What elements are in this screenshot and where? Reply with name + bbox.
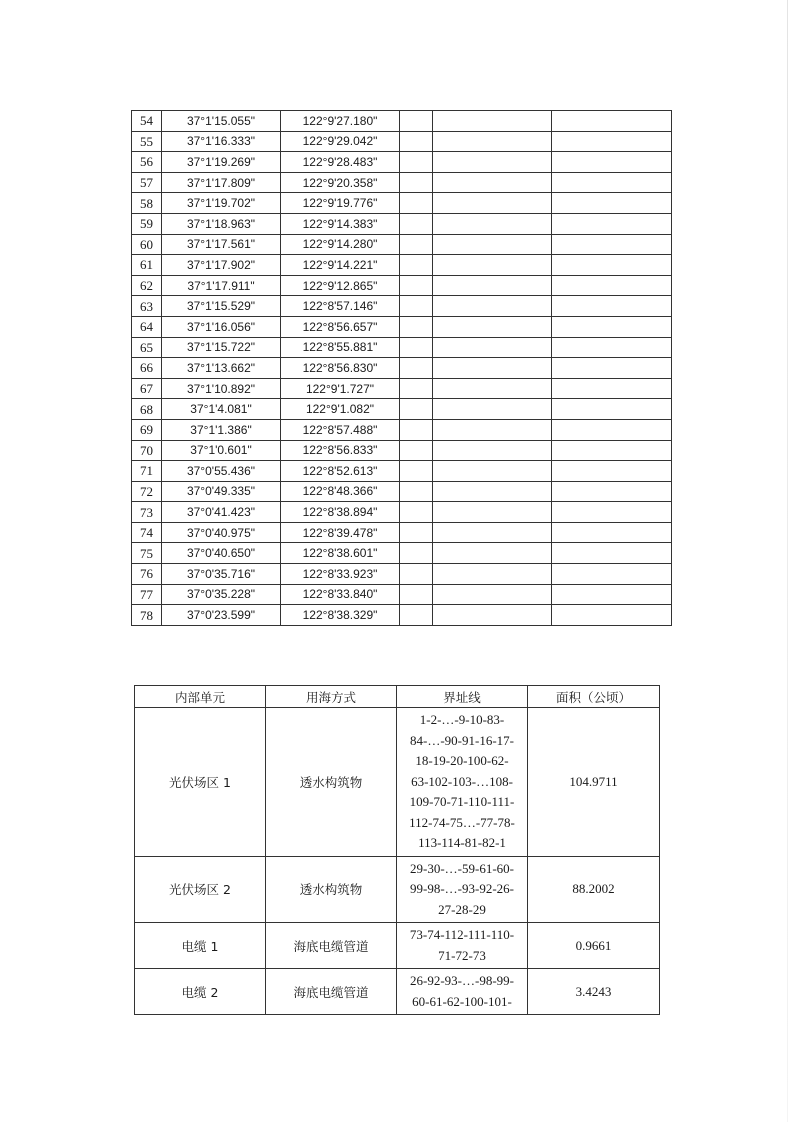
coordinate-row: [132, 605, 672, 626]
point-number: 58: [132, 193, 162, 214]
empty-cell: [552, 399, 672, 420]
boundary-line-text: 26-92-93-…-98-99-: [410, 973, 514, 988]
area-value: 104.9711: [528, 708, 660, 857]
empty-cell: [400, 234, 433, 255]
empty-cell: [433, 358, 552, 379]
empty-cell: [552, 172, 672, 193]
area-value: 88.2002: [528, 856, 660, 923]
point-number: 77: [132, 584, 162, 605]
latitude: 37°1'16.333": [162, 131, 281, 152]
boundary-line-text: 84-…-90-91-16-17-: [410, 732, 514, 748]
longitude: 122°8'33.923": [281, 564, 400, 585]
longitude: 122°9'14.280": [281, 234, 400, 255]
point-number: 56: [132, 152, 162, 173]
empty-cell: [400, 605, 433, 626]
point-number: 75: [132, 543, 162, 564]
empty-cell: [433, 378, 552, 399]
empty-cell: [433, 234, 552, 255]
empty-cell: [433, 522, 552, 543]
point-number: 63: [132, 296, 162, 317]
coordinate-row: [132, 152, 672, 173]
boundary-line-text: 63-102-103-…108-: [411, 773, 513, 789]
empty-cell: [400, 152, 433, 173]
point-number: 64: [132, 316, 162, 337]
coordinate-row: [132, 399, 672, 420]
coordinate-row: [132, 564, 672, 585]
longitude: 122°9'28.483": [281, 152, 400, 173]
coordinate-row: [132, 584, 672, 605]
unit-name: 光伏场区 2: [135, 856, 266, 923]
empty-cell: [433, 337, 552, 358]
coordinate-row: [132, 316, 672, 337]
boundary-line-text: 29-30-…-59-61-60-: [410, 860, 514, 876]
empty-cell: [433, 605, 552, 626]
unit-name: 电缆 1: [135, 923, 266, 969]
latitude: 37°0'41.423": [162, 502, 281, 523]
sea-use-method: 透水构筑物: [266, 856, 397, 923]
boundary-line-text: 113-114-81-82-1: [418, 835, 506, 850]
point-number: 57: [132, 172, 162, 193]
header-internal-unit: 内部单元: [135, 686, 266, 708]
latitude: 37°0'35.716": [162, 564, 281, 585]
coordinate-row: [132, 337, 672, 358]
coordinate-row: [132, 111, 672, 132]
empty-cell: [552, 193, 672, 214]
point-number: 66: [132, 358, 162, 379]
latitude: 37°0'49.335": [162, 481, 281, 502]
coordinate-row: [132, 358, 672, 379]
point-number: 59: [132, 213, 162, 234]
coordinates-table: [131, 110, 672, 626]
point-number: 78: [132, 605, 162, 626]
latitude: 37°1'13.662": [162, 358, 281, 379]
empty-cell: [400, 502, 433, 523]
coordinate-row: [132, 378, 672, 399]
empty-cell: [552, 111, 672, 132]
longitude: 122°9'14.383": [281, 213, 400, 234]
empty-cell: [433, 111, 552, 132]
empty-cell: [433, 461, 552, 482]
units-header-row: [135, 686, 660, 708]
boundary-line-text: 109-70-71-110-111-: [409, 794, 515, 809]
longitude: 122°9'1.727": [281, 378, 400, 399]
boundary-line-text: 99-98-…-93-92-26-: [410, 881, 514, 896]
area-value: 0.9661: [528, 923, 660, 969]
empty-cell: [400, 275, 433, 296]
boundary-line-text: 71-72-73: [438, 947, 486, 963]
longitude: 122°9'29.042": [281, 131, 400, 152]
latitude: 37°1'17.911": [162, 275, 281, 296]
latitude: 37°1'15.722": [162, 337, 281, 358]
coordinate-row: [132, 193, 672, 214]
header-boundary-line: 界址线: [397, 686, 528, 708]
latitude: 37°0'35.228": [162, 584, 281, 605]
coordinate-row: [132, 502, 672, 523]
sea-use-method: 海底电缆管道: [266, 923, 397, 969]
coordinate-row: [132, 296, 672, 317]
latitude: 37°1'1.386": [162, 419, 281, 440]
coordinate-row: [132, 419, 672, 440]
empty-cell: [552, 522, 672, 543]
empty-cell: [433, 584, 552, 605]
scan-edge: [787, 0, 788, 1122]
longitude: 122°8'55.881": [281, 337, 400, 358]
unit-name: 光伏场区 1: [135, 708, 266, 857]
empty-cell: [552, 378, 672, 399]
empty-cell: [552, 481, 672, 502]
empty-cell: [433, 131, 552, 152]
unit-row: [135, 856, 660, 923]
latitude: 37°1'4.081": [162, 399, 281, 420]
latitude: 37°1'15.529": [162, 296, 281, 317]
boundary-line-cell: [397, 856, 528, 923]
point-number: 68: [132, 399, 162, 420]
point-number: 61: [132, 255, 162, 276]
sea-use-method: 透水构筑物: [266, 708, 397, 857]
boundary-line-cell: [397, 923, 528, 969]
empty-cell: [400, 172, 433, 193]
longitude: 122°8'56.833": [281, 440, 400, 461]
longitude: 122°8'33.840": [281, 584, 400, 605]
empty-cell: [552, 337, 672, 358]
empty-cell: [552, 255, 672, 276]
empty-cell: [433, 172, 552, 193]
empty-cell: [552, 358, 672, 379]
boundary-line-text: 73-74-112-111-110-: [409, 927, 515, 942]
latitude: 37°1'18.963": [162, 213, 281, 234]
coordinate-row: [132, 255, 672, 276]
empty-cell: [552, 275, 672, 296]
empty-cell: [552, 234, 672, 255]
empty-cell: [433, 296, 552, 317]
latitude: 37°0'40.650": [162, 543, 281, 564]
empty-cell: [400, 419, 433, 440]
longitude: 122°8'56.830": [281, 358, 400, 379]
longitude: 122°8'57.146": [281, 296, 400, 317]
longitude: 122°8'52.613": [281, 461, 400, 482]
empty-cell: [433, 275, 552, 296]
latitude: 37°1'16.056": [162, 316, 281, 337]
unit-name: 电缆 2: [135, 969, 266, 1015]
empty-cell: [552, 213, 672, 234]
empty-cell: [552, 316, 672, 337]
empty-cell: [400, 543, 433, 564]
boundary-line-text: 18-19-20-100-62-: [415, 753, 509, 768]
point-number: 73: [132, 502, 162, 523]
empty-cell: [433, 564, 552, 585]
boundary-line-text: 27-28-29: [438, 901, 486, 917]
longitude: 122°8'38.329": [281, 605, 400, 626]
latitude: 37°0'55.436": [162, 461, 281, 482]
area-value: 3.4243: [528, 969, 660, 1015]
point-number: 54: [132, 111, 162, 132]
latitude: 37°0'23.599": [162, 605, 281, 626]
empty-cell: [552, 502, 672, 523]
empty-cell: [400, 131, 433, 152]
coordinate-row: [132, 131, 672, 152]
latitude: 37°1'17.561": [162, 234, 281, 255]
empty-cell: [433, 152, 552, 173]
empty-cell: [552, 564, 672, 585]
coordinate-row: [132, 275, 672, 296]
empty-cell: [433, 193, 552, 214]
empty-cell: [433, 543, 552, 564]
longitude: 122°8'39.478": [281, 522, 400, 543]
longitude: 122°9'14.221": [281, 255, 400, 276]
coordinate-row: [132, 234, 672, 255]
empty-cell: [433, 502, 552, 523]
longitude: 122°8'38.601": [281, 543, 400, 564]
latitude: 37°1'19.702": [162, 193, 281, 214]
point-number: 65: [132, 337, 162, 358]
longitude: 122°8'57.488": [281, 419, 400, 440]
empty-cell: [400, 584, 433, 605]
coordinate-row: [132, 522, 672, 543]
coordinate-row: [132, 481, 672, 502]
coordinate-row: [132, 543, 672, 564]
empty-cell: [400, 193, 433, 214]
header-sea-use-method: 用海方式: [266, 686, 397, 708]
point-number: 67: [132, 378, 162, 399]
empty-cell: [433, 255, 552, 276]
empty-cell: [400, 440, 433, 461]
empty-cell: [400, 399, 433, 420]
point-number: 60: [132, 234, 162, 255]
empty-cell: [400, 564, 433, 585]
empty-cell: [433, 440, 552, 461]
empty-cell: [433, 316, 552, 337]
boundary-line-text: 60-61-62-100-101-: [412, 993, 512, 1009]
empty-cell: [400, 378, 433, 399]
point-number: 70: [132, 440, 162, 461]
longitude: 122°9'1.082": [281, 399, 400, 420]
coordinate-row: [132, 172, 672, 193]
longitude: 122°9'19.776": [281, 193, 400, 214]
longitude: 122°8'48.366": [281, 481, 400, 502]
empty-cell: [433, 399, 552, 420]
unit-row: [135, 969, 660, 1015]
unit-row: [135, 923, 660, 969]
point-number: 74: [132, 522, 162, 543]
latitude: 37°1'15.055": [162, 111, 281, 132]
point-number: 72: [132, 481, 162, 502]
sea-use-method: 海底电缆管道: [266, 969, 397, 1015]
longitude: 122°9'20.358": [281, 172, 400, 193]
latitude: 37°0'40.975": [162, 522, 281, 543]
boundary-line-cell: [397, 969, 528, 1015]
point-number: 62: [132, 275, 162, 296]
point-number: 71: [132, 461, 162, 482]
empty-cell: [400, 255, 433, 276]
units-table: [134, 685, 660, 1015]
boundary-line-text: 112-74-75…-77-78-: [409, 814, 515, 830]
unit-row: [135, 708, 660, 857]
empty-cell: [400, 296, 433, 317]
latitude: 37°1'19.269": [162, 152, 281, 173]
empty-cell: [400, 111, 433, 132]
coordinate-row: [132, 461, 672, 482]
coordinate-row: [132, 440, 672, 461]
point-number: 69: [132, 419, 162, 440]
empty-cell: [552, 605, 672, 626]
empty-cell: [552, 296, 672, 317]
header-area: 面积（公顷）: [528, 686, 660, 708]
empty-cell: [400, 461, 433, 482]
longitude: 122°8'38.894": [281, 502, 400, 523]
longitude: 122°8'56.657": [281, 316, 400, 337]
empty-cell: [400, 522, 433, 543]
boundary-line-cell: [397, 708, 528, 857]
point-number: 76: [132, 564, 162, 585]
latitude: 37°1'10.892": [162, 378, 281, 399]
latitude: 37°1'17.809": [162, 172, 281, 193]
empty-cell: [552, 461, 672, 482]
empty-cell: [552, 419, 672, 440]
empty-cell: [400, 481, 433, 502]
units-table-body: [135, 708, 660, 1015]
latitude: 37°1'0.601": [162, 440, 281, 461]
longitude: 122°9'12.865": [281, 275, 400, 296]
empty-cell: [552, 440, 672, 461]
empty-cell: [433, 213, 552, 234]
empty-cell: [552, 131, 672, 152]
boundary-line-text: 1-2-…-9-10-83-: [419, 712, 505, 727]
empty-cell: [433, 481, 552, 502]
empty-cell: [400, 337, 433, 358]
coordinates-table-body: [132, 111, 672, 626]
coordinate-row: [132, 213, 672, 234]
empty-cell: [552, 543, 672, 564]
longitude: 122°9'27.180": [281, 111, 400, 132]
empty-cell: [552, 152, 672, 173]
empty-cell: [552, 584, 672, 605]
empty-cell: [433, 419, 552, 440]
empty-cell: [400, 213, 433, 234]
empty-cell: [400, 316, 433, 337]
empty-cell: [400, 358, 433, 379]
latitude: 37°1'17.902": [162, 255, 281, 276]
point-number: 55: [132, 131, 162, 152]
